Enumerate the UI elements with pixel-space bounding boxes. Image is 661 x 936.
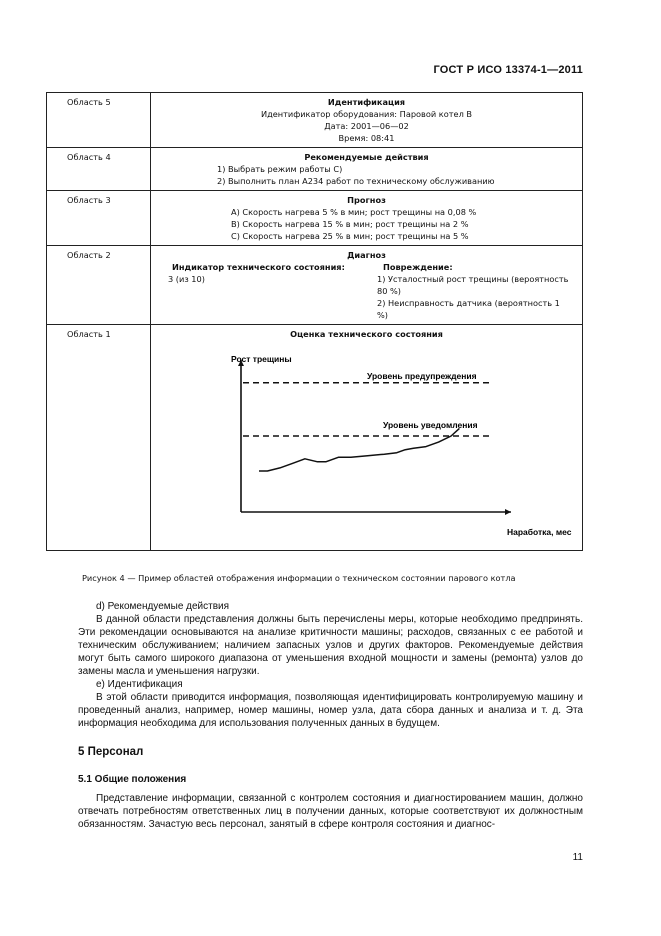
area1-label: Область 1 <box>47 325 151 551</box>
area3-item: А) Скорость нагрева 5 % в мин; рост трещины на 0,08 % <box>231 207 477 217</box>
damage-item: 1) Усталостный рост трещины (вероятность 80 %) <box>377 274 569 296</box>
area5-line: Дата: 2001—06—02 <box>324 121 409 131</box>
area5-label: Область 5 <box>47 93 151 148</box>
area3-content <box>151 191 583 246</box>
section-5-1-paragraph: Представление информации, связанной с контролем состояния и диагностированием машин, должно отвечать потребностям ответственных лиц в получении данных, которые соответствуют их должностным обязанностям. Зачастую весь персонал, занятый в сфере контроля состояния и диагнос- <box>78 793 583 830</box>
x-axis-label: Наработка, мес <box>507 527 572 537</box>
area5-line: Время: 08:41 <box>338 133 395 143</box>
area4-title: Рекомендуемые действия <box>304 152 429 162</box>
d-title: d) Рекомендуемые действия <box>96 601 230 612</box>
area5-line: Идентификатор оборудования: Паровой котел В <box>260 109 473 119</box>
area1-row <box>47 325 583 551</box>
document-code: ГОСТ Р ИСО 13374-1—2011 <box>433 64 583 76</box>
area4-content <box>151 148 583 191</box>
damage-item: 2) Неисправность датчика (вероятность 1 %) <box>377 298 560 320</box>
y-axis-label: Рост трещины <box>231 354 292 364</box>
crack-growth-series <box>259 428 459 471</box>
indicator-title: Индикатор технического состояния: <box>172 262 345 272</box>
area2-label: Область 2 <box>47 246 151 325</box>
area2-row <box>47 246 583 325</box>
section-5-1-heading: 5.1 Общие положения <box>78 774 187 785</box>
d-paragraph: В данной области представления должны быть перечислены меры, которые необходимо предпринять. Эти рекомендации основываются на анализе критичности машины; расходов, связанных с ее работой и техническим обслуживанием; наличием запасных узлов и других факторов. Рекомендуемые действия могут быть самого широкого диапазона от уменьшения входной мощности и замены (ремонта) узлов до замены масла и уменьшения нагрузки. <box>78 614 583 677</box>
area5-content <box>151 93 583 148</box>
area1-title: Оценка технического состояния <box>290 329 443 339</box>
indicator-value: 3 (из 10) <box>168 274 205 284</box>
condition-chart <box>151 340 581 546</box>
page-number: 11 <box>572 852 583 863</box>
x-axis-arrow <box>505 509 511 515</box>
area5-row <box>47 93 583 148</box>
area2-title: Диагноз <box>347 250 386 260</box>
area4-label: Область 4 <box>47 148 151 191</box>
notice-level-label: Уровень уведомления <box>383 420 478 430</box>
area3-item: С) Скорость нагрева 25 % в мин; рост трещины на 5 % <box>231 231 469 241</box>
area3-label: Область 3 <box>47 191 151 246</box>
area2-content <box>151 246 583 325</box>
area4-item: 1) Выбрать режим работы С) <box>217 164 343 174</box>
e-title: е) Идентификация <box>96 679 183 690</box>
warning-level-label: Уровень предупреждения <box>367 370 477 381</box>
chart-axes <box>238 360 511 515</box>
area3-row <box>47 191 583 246</box>
area3-title: Прогноз <box>347 195 386 205</box>
body-text <box>78 600 583 831</box>
figure-table <box>46 92 583 551</box>
area4-row <box>47 148 583 191</box>
e-paragraph: В этой области приводится информация, позволяющая идентифицировать контролируемую машину и проведенный анализ, например, номер машины, номер узла, дата сбора данных и анализа и т. д. Эта информация необходима для использования полученных данных в будущем. <box>78 692 583 729</box>
section-5-heading: 5 Персонал <box>78 746 144 758</box>
area5-title: Идентификация <box>327 97 406 107</box>
area3-item: В) Скорость нагрева 15 % в мин; рост трещины на 2 % <box>231 219 469 229</box>
area1-content <box>151 325 583 551</box>
area4-item: 2) Выполнить план А234 работ по техническому обслуживанию <box>217 176 495 186</box>
damage-title: Повреждение: <box>383 262 453 272</box>
figure-caption: Рисунок 4 — Пример областей отображения информации о техническом состоянии парового котла <box>82 573 516 583</box>
